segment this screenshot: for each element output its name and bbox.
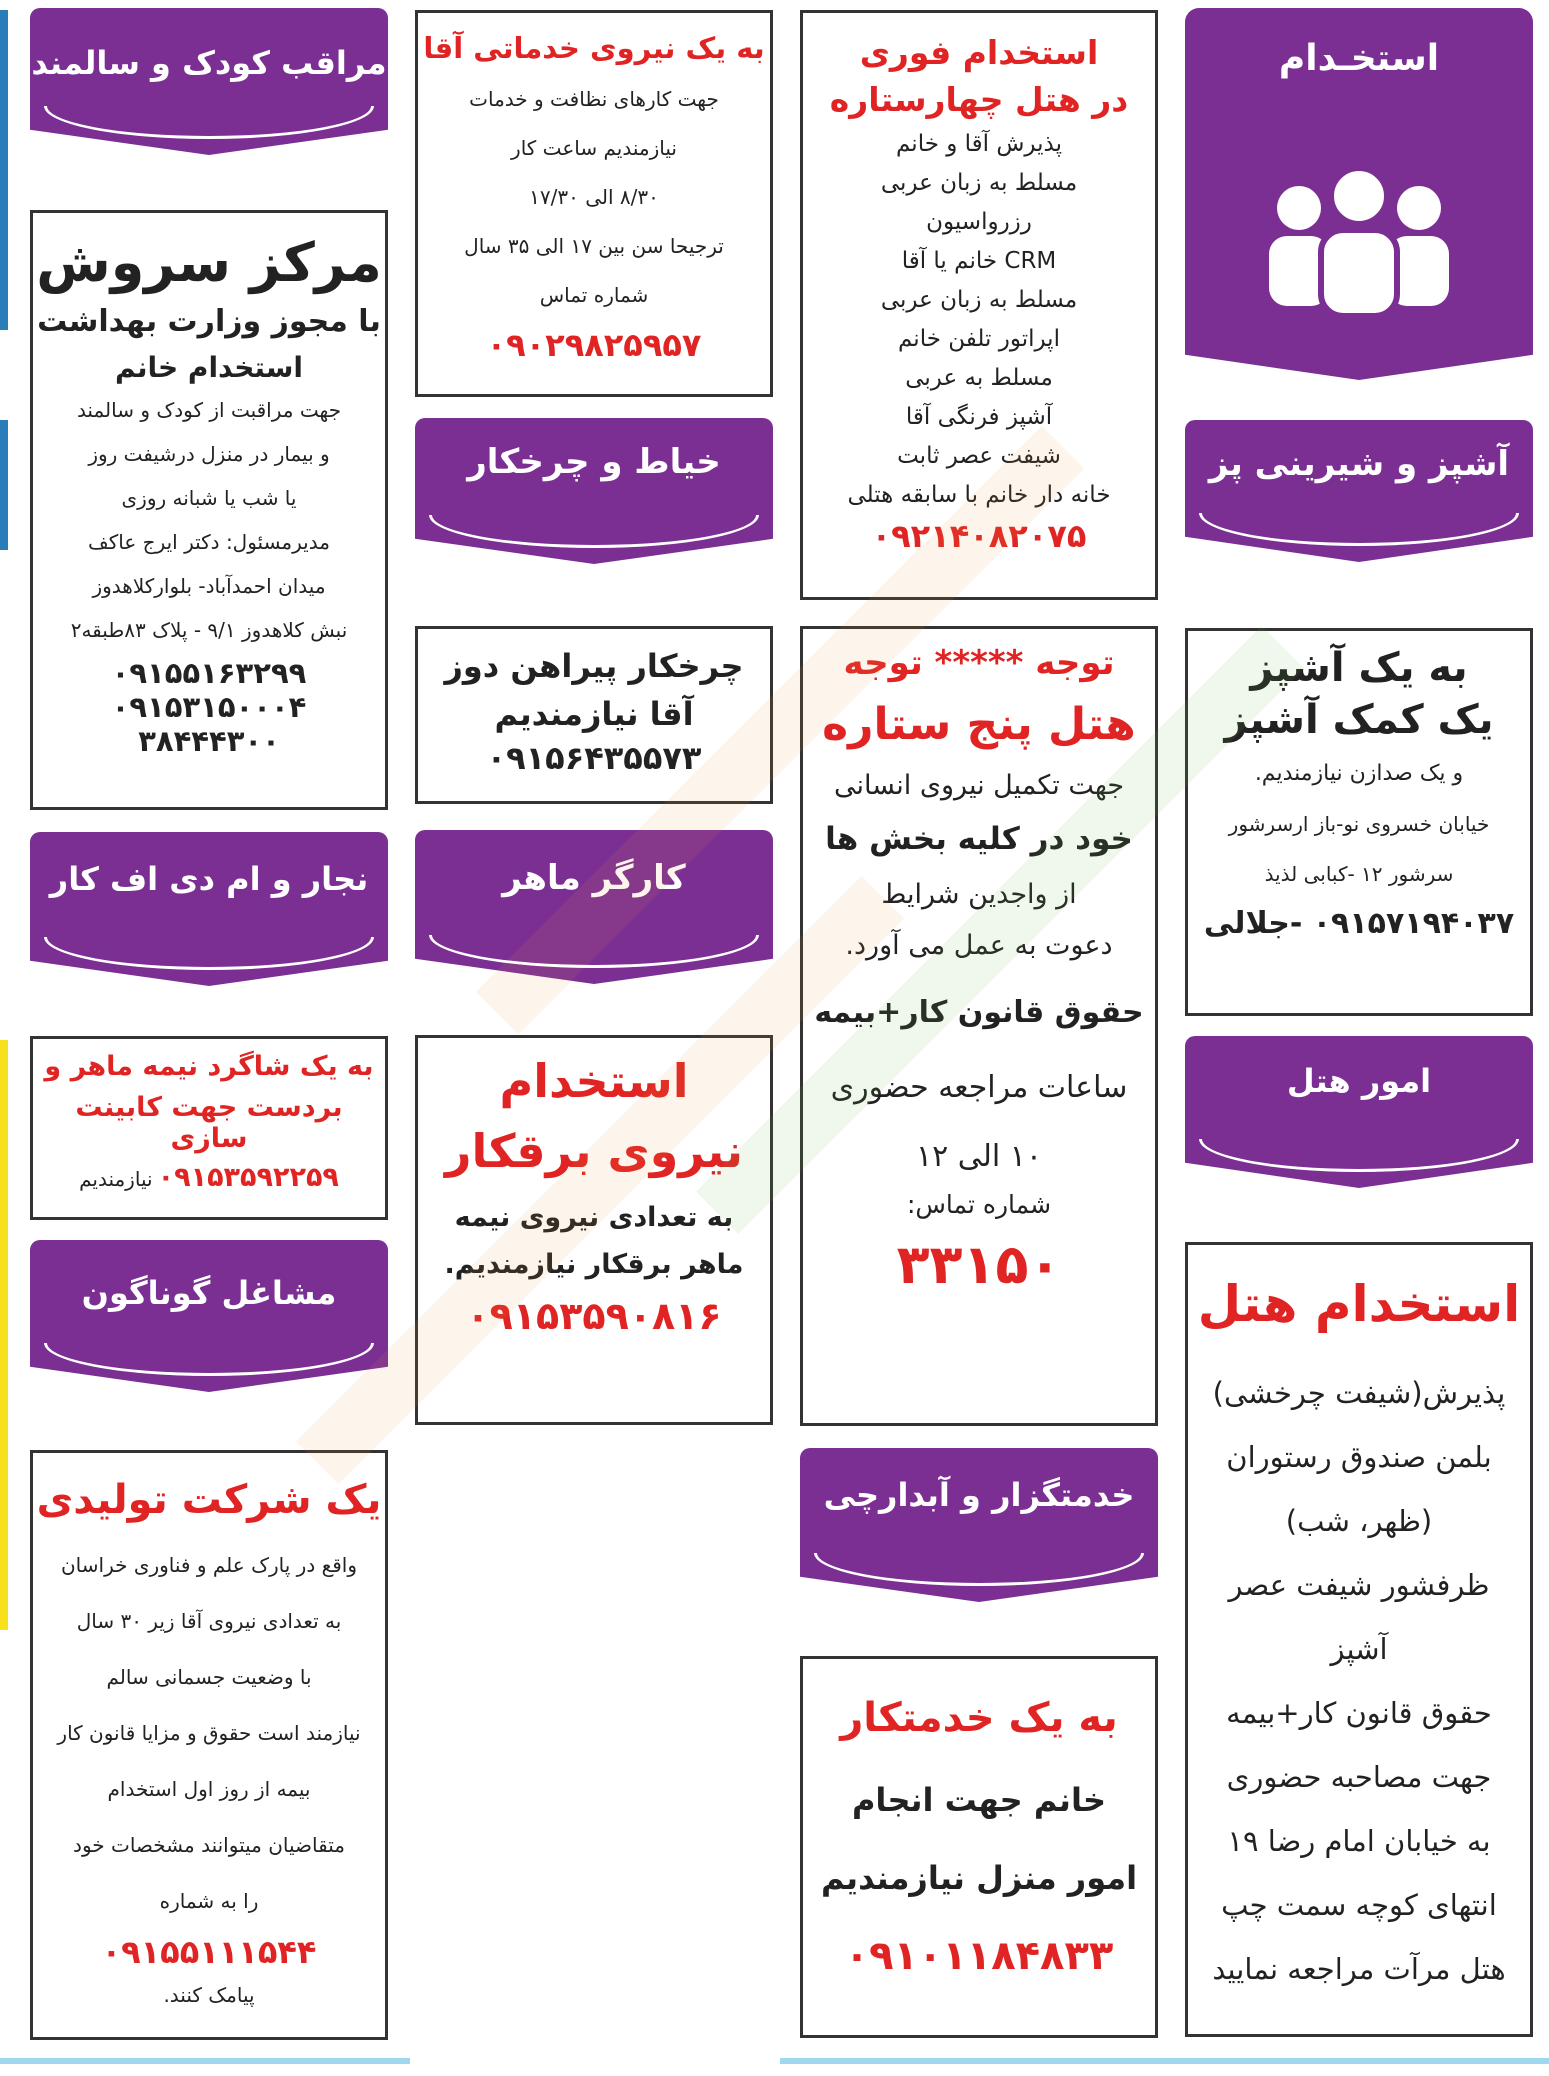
ad-production-line: بیمه از روز اول استخدام bbox=[107, 1777, 311, 1801]
banner-carpenter-label: نجار و ام دی اف کار bbox=[49, 860, 369, 898]
ad-production-line: به تعدادی نیروی آقا زیر ۳۰ سال bbox=[76, 1609, 342, 1633]
ad-electrician-line1: به تعدادی نیروی نیمه bbox=[454, 1202, 734, 1233]
ad-cabinet-phone: ۰۹۱۵۳۵۹۲۲۵۹ bbox=[157, 1162, 339, 1193]
ad-four-star-line: آشپز فرنگی آقا bbox=[905, 404, 1053, 430]
ad-electrician-phone: ۰۹۱۵۳۵۹۰۸۱۶ bbox=[466, 1294, 722, 1338]
ad-housekeeper bbox=[800, 1656, 1158, 2038]
ad-hotel-line: انتهای کوچه سمت چپ bbox=[1221, 1888, 1497, 1922]
ad-service-line: جهت کارهای نظافت و خدمات bbox=[469, 87, 719, 111]
ad-four-star-line: رزرواسیون bbox=[926, 209, 1032, 235]
ad-service-title: به یک نیروی خدماتی آقا bbox=[423, 31, 765, 65]
ad-soroush-title: مرکز سروش bbox=[36, 231, 382, 294]
ad-service-line: نیازمندیم ساعت کار bbox=[511, 136, 677, 160]
ad-production-line: نیازمند است حقوق و مزایا قانون کار bbox=[57, 1721, 361, 1745]
ad-sewing-line1: چرخکار پیراهن دوز bbox=[444, 647, 744, 685]
bottom-strip-left bbox=[0, 2058, 410, 2064]
ad-chef-line4: خیابان خسروی نو-باز ارسرشور bbox=[1228, 812, 1490, 836]
banner-hotel-label: امور هتل bbox=[1286, 1062, 1432, 1100]
people-icon bbox=[1249, 158, 1469, 318]
banner-carpenter bbox=[30, 832, 388, 944]
ad-sewing-line2: آقا نیازمندیم bbox=[494, 695, 694, 733]
ad-four-star-line: مسلط به زبان عربی bbox=[880, 170, 1078, 196]
banner-various-jobs bbox=[30, 1240, 388, 1350]
ad-hotel-line: آشپز bbox=[1330, 1632, 1388, 1666]
ad-five-star-phone: ۳۳۱۵۰ bbox=[896, 1233, 1062, 1296]
ad-soroush-line: نبش کلاهدوز ۹/۱ - پلاک ۸۳طبقه۲ bbox=[70, 618, 348, 642]
ad-hotel-line: ظرفشور شیفت عصر bbox=[1228, 1568, 1490, 1602]
ad-housekeeper-title: به یک خدمتکار bbox=[840, 1695, 1118, 1741]
ad-service-line: ۸/۳۰ الی ۱۷/۳۰ bbox=[529, 185, 659, 209]
banner-servant-label: خدمتگزار و آبدارچی bbox=[823, 1476, 1135, 1514]
ad-production-line: با وضعیت جسمانی سالم bbox=[106, 1665, 312, 1689]
ad-soroush-subtitle: با مجوز وزارت بهداشت bbox=[37, 304, 381, 339]
ad-production-company bbox=[30, 1450, 388, 2040]
ad-production-phone: ۰۹۱۵۵۱۱۱۵۴۴ bbox=[101, 1933, 317, 1971]
ad-soroush-line: مدیرمسئول: دکتر ایرج عاکف bbox=[88, 530, 330, 554]
ad-production-line: متقاضیان میتوانند مشخصات خود bbox=[73, 1833, 345, 1857]
ad-four-star-line: مسلط به عربی bbox=[905, 365, 1053, 391]
edge-strip-blue-2 bbox=[0, 420, 8, 550]
ad-electrician-title2: نیروی برقکار bbox=[445, 1124, 743, 1178]
ad-service-worker bbox=[415, 10, 773, 397]
ad-chef-line2: یک کمک آشپز bbox=[1224, 697, 1494, 743]
ad-four-star-line: پذیرش آقا و خانم bbox=[895, 131, 1062, 157]
banner-employment bbox=[1185, 8, 1533, 338]
ad-chef-line5: سرشور ۱۲ -کبابی لذیذ bbox=[1264, 862, 1454, 886]
banner-tailor-label: خیاط و چرخکار bbox=[467, 442, 721, 482]
ad-hotel-line: جهت مصاحبه حضوری bbox=[1226, 1760, 1492, 1794]
ad-hotel-line: به خیابان امام رضا ۱۹ bbox=[1227, 1824, 1491, 1858]
ad-hotel-line: (ظهر، شب) bbox=[1285, 1504, 1433, 1538]
ad-four-star-title2: در هتل چهارستاره bbox=[829, 80, 1129, 119]
ad-five-star-line5: حقوق قانون کار+بیمه bbox=[814, 995, 1144, 1030]
ad-service-line: ترجیحا سن بین ۱۷ الی ۳۵ سال bbox=[464, 234, 724, 258]
ad-hotel-title: استخدام هتل bbox=[1197, 1275, 1521, 1333]
banner-tailor bbox=[415, 418, 773, 522]
ad-hotel-line: حقوق قانون کار+بیمه bbox=[1226, 1696, 1492, 1730]
banner-hotel bbox=[1185, 1036, 1533, 1146]
ad-soroush-line: یا شب یا شبانه روزی bbox=[121, 486, 297, 510]
ad-hotel bbox=[1185, 1242, 1533, 2037]
banner-various-label: مشاغل گوناگون bbox=[81, 1274, 337, 1312]
banner-skilled-label: کارگر ماهر bbox=[502, 858, 686, 898]
edge-strip-blue bbox=[0, 10, 8, 330]
ad-soroush-phone: ۰۹۱۵۵۱۶۳۲۹۹ bbox=[111, 656, 307, 690]
ad-housekeeper-line1: خانم جهت انجام bbox=[851, 1781, 1107, 1819]
ad-cabinet-line2: بردست جهت کابینت سازی bbox=[75, 1092, 343, 1154]
ad-five-star-title2: هتل پنج ستاره bbox=[822, 699, 1136, 750]
banner-servant bbox=[800, 1448, 1158, 1560]
ad-service-line: شماره تماس bbox=[539, 283, 649, 307]
ad-five-star-line4: دعوت به عمل می آورد. bbox=[845, 930, 1113, 961]
ad-four-star-line: شیفت عصر ثابت bbox=[897, 443, 1061, 469]
ad-production-title: یک شرکت تولیدی bbox=[36, 1477, 382, 1523]
ad-five-star-hotel bbox=[800, 626, 1158, 1426]
banner-caregiver bbox=[30, 8, 388, 113]
ad-four-star-line: مسلط به زبان عربی bbox=[880, 287, 1078, 313]
ad-five-star-title1: توجه ***** توجه bbox=[843, 643, 1115, 683]
ad-service-phone: ۰۹۰۲۹۸۲۵۹۵۷ bbox=[486, 326, 702, 364]
ad-five-star-line3: از واجدین شرایط bbox=[881, 879, 1077, 910]
ad-hotel-line: بلمن صندوق رستوران bbox=[1226, 1440, 1492, 1474]
ad-four-star-title1: استخدام فوری bbox=[859, 33, 1099, 72]
ad-soroush-line: میدان احمدآباد- بلوارکلاهدوز bbox=[92, 574, 326, 598]
ad-housekeeper-phone: ۰۹۱۰۱۱۸۴۸۳۳ bbox=[844, 1933, 1114, 1979]
ad-soroush-center bbox=[30, 210, 388, 810]
ad-four-star-line: اپراتور تلفن خانم bbox=[898, 326, 1060, 352]
ad-five-star-line2: خود در کلیه بخش ها bbox=[825, 821, 1133, 857]
ad-electrician-title1: استخدام bbox=[499, 1054, 689, 1108]
ad-cabinet bbox=[30, 1036, 388, 1220]
ad-chef-line3: و یک صدازن نیازمندیم. bbox=[1254, 761, 1464, 786]
ad-soroush-phone: ۳۸۴۴۴۳۰۰ bbox=[138, 724, 280, 758]
ad-five-star-line6: ساعات مراجعه حضوری bbox=[830, 1070, 1128, 1105]
ad-production-line: واقع در پارک علم و فناوری خراسان bbox=[60, 1553, 358, 1577]
edge-strip-yellow bbox=[0, 1040, 8, 1630]
ad-soroush-line: و بیمار در منزل درشیفت روز bbox=[88, 442, 330, 466]
ad-five-star-line1: جهت تکمیل نیروی انسانی bbox=[833, 770, 1125, 801]
ad-chef-phone: ۰۹۱۵۷۱۹۴۰۳۷ -جلالی bbox=[1203, 906, 1515, 941]
ad-production-line: را به شماره bbox=[159, 1889, 259, 1913]
ad-cabinet-line1: به یک شاگرد نیمه ماهر و bbox=[44, 1051, 374, 1082]
banner-chef-label: آشپز و شیرینی پز bbox=[1208, 444, 1510, 484]
ad-five-star-line8: شماره تماس: bbox=[906, 1190, 1052, 1219]
banner-employment-label: استخـدام bbox=[1278, 38, 1440, 79]
ad-four-star-line: CRM خانم یا آقا bbox=[901, 248, 1057, 274]
ad-soroush-phone: ۰۹۱۵۳۱۵۰۰۰۴ bbox=[111, 690, 307, 724]
ad-sewing-phone: ۰۹۱۵۶۴۳۵۵۷۳ bbox=[486, 739, 702, 777]
ad-five-star-line7: ۱۰ الی ۱۲ bbox=[915, 1139, 1043, 1174]
ad-four-star-line: خانه دار خانم با سابقه هتلی bbox=[847, 482, 1111, 508]
banner-caregiver-label: مراقب کودک و سالمند bbox=[31, 44, 387, 82]
ad-chef-line1: به یک آشپز bbox=[1250, 645, 1468, 691]
ad-soroush-line: جهت مراقبت از کودک و سالمند bbox=[76, 398, 342, 422]
bottom-strip-right bbox=[780, 2058, 1549, 2064]
banner-chef bbox=[1185, 420, 1533, 520]
ad-production-footer: پیامک کنند. bbox=[163, 1983, 255, 2007]
ad-hotel-line: پذیرش(شیفت چرخشی) bbox=[1212, 1376, 1506, 1410]
ad-soroush-heading: استخدام خانم bbox=[115, 351, 303, 384]
ad-four-star-phone: ۰۹۲۱۴۰۸۲۰۷۵ bbox=[871, 517, 1087, 555]
ad-hotel-line: هتل مرآت مراجعه نمایید bbox=[1212, 1952, 1506, 1986]
ad-housekeeper-line2: امور منزل نیازمندیم bbox=[820, 1859, 1138, 1897]
ad-electrician-line2: ماهر برقکار نیازمندیم. bbox=[444, 1249, 744, 1280]
ad-cabinet-suffix: نیازمندیم bbox=[79, 1167, 153, 1191]
